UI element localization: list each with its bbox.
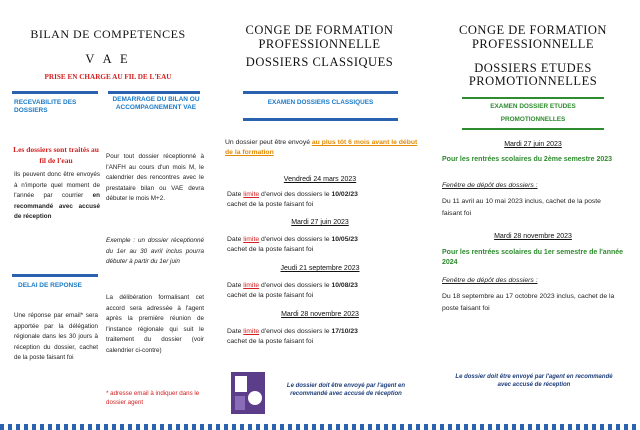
etudes-session-2-text: Du 18 septembre au 17 octobre 2023 inclus, cachet de la poste faisant foi [442, 293, 615, 312]
session-1-text [227, 190, 422, 209]
session-2-pre: Date [227, 236, 242, 243]
etudes-session-2-date: Mardi 28 novembre 2023 [494, 233, 572, 240]
etudes-footer-note: Le dossier doit être envoyé par l'agent en recommandé avec accusé de réception [455, 374, 613, 388]
cfp-title-line1: CONGE DE FORMATION [245, 23, 394, 37]
intro-highlight: au plus tôt 6 mois avant le début de la formation [225, 139, 418, 156]
intro-text-main: Un dossier peut être envoyé [225, 139, 311, 146]
vae-title: V A E [85, 52, 131, 66]
session-2-post: cachet de la poste faisant foi [227, 245, 314, 253]
etudes-session-1-text: Du 11 avril au 10 mai 2023 inclus, cachet de la poste faisant foi [442, 198, 601, 217]
session-1-date: Vendredi 24 mars 2023 [283, 176, 357, 183]
intro-text [225, 138, 420, 157]
session-2-mid: d'envoi des dossiers le [261, 236, 330, 243]
column-bilan-vae [0, 0, 213, 430]
reponse-text: Une réponse par email* sera apportée par la délégation régionale dans les 30 jours à réception du dossier, cachet de la poste faisant foi [14, 312, 98, 362]
session-4-pre: Date [227, 328, 242, 335]
examen-classiques-title: EXAMEN DOSSIERS CLASSIQUES [267, 99, 374, 106]
cfp3-title-line1: CONGE DE FORMATION [459, 23, 607, 37]
bar-examen-classiques-bottom [243, 118, 398, 121]
session-4-deadline: 17/10/23 [331, 328, 358, 335]
session-4-limite: limite [243, 328, 260, 335]
bar-demarrage [108, 91, 200, 94]
bar-examen-etudes-bottom [462, 128, 604, 130]
demarrage-title: DEMARRAGE DU BILAN OU ACCOMPAGNEMENT VAE [112, 96, 200, 111]
cfp-title-line2: PROFESSIONNELLE [258, 37, 381, 51]
etudes-session-1-green: Pour les rentrées scolaires du 2ème semestre 2023 [442, 156, 613, 163]
session-3-limite: limite [243, 282, 260, 289]
etudes-session-1-date: Mardi 27 juin 2023 [504, 141, 562, 148]
session-2-text [227, 235, 422, 254]
pour-tout-text: Pour tout dossier réceptionné à l'ANFH au cours d'un mois M, le calendrier des rencontres avec le prestataire bilan ou VAE devra débuter le mois M+2. [106, 153, 204, 203]
bar-examen-etudes [462, 97, 604, 99]
bottom-decorative-stripe [0, 424, 640, 430]
session-4-post: cachet de la poste faisant foi [227, 337, 314, 345]
session-1-mid: d'envoi des dossiers le [261, 191, 330, 198]
recevabilite-title: RECEVABILITE DES DOSSIERS [14, 99, 77, 114]
session-3-date: Jeudi 21 septembre 2023 [280, 265, 360, 272]
recommande-text: en recommandé avec accusé de réception [14, 192, 100, 221]
session-1-pre: Date [227, 191, 242, 198]
anfh-logo [231, 372, 265, 414]
etudes-title-line2: PROMOTIONNELLES [468, 74, 598, 88]
session-1-limite: limite [243, 191, 260, 198]
etudes-session-2-fenetre: Fenêtre de dépôt des dossiers : [442, 277, 538, 284]
session-2-deadline: 10/05/23 [331, 236, 358, 243]
peuvent-text-main: Ils peuvent donc être envoyés à n'importe quel moment de l'année par courrier [14, 171, 100, 200]
bar-delai [12, 274, 98, 277]
examen-etudes-line1: EXAMEN DOSSIER ETUDES [490, 103, 576, 110]
session-2-date: Mardi 27 juin 2023 [291, 219, 349, 226]
etudes-session-1-fenetre: Fenêtre de dépôt des dossiers : [442, 182, 538, 189]
deliberation-text: La délibération formalisant cet accord sera adressée à l'agent après la première réunion de l'instance régionale qui suit le traitement du dossier (voir calendrier ci-contre) [106, 294, 204, 354]
session-4-date: Mardi 28 novembre 2023 [281, 311, 359, 318]
session-3-pre: Date [227, 282, 242, 289]
adresse-email-note: * adresse email à indiquer dans le dossier agent [106, 390, 200, 406]
delai-title: DELAI DE REPONSE [18, 282, 82, 289]
dossiers-classiques-title: DOSSIERS CLASSIQUES [245, 55, 394, 69]
session-4-text [227, 327, 422, 346]
session-3-post: cachet de la poste faisant foi [227, 291, 314, 299]
session-3-mid: d'envoi des dossiers le [261, 282, 330, 289]
classiques-footer-note: Le dossier doit être envoyé par l'agent en recommandé avec accusé de réception [286, 383, 406, 397]
cfp3-title-line2: PROFESSIONNELLE [471, 37, 595, 51]
session-4-mid: d'envoi des dossiers le [261, 328, 330, 335]
peuvent-text [14, 170, 100, 223]
prise-en-charge-title: PRISE EN CHARGE AU FIL DE L'EAU [44, 73, 172, 81]
session-1-post: cachet de la poste faisant foi [227, 200, 314, 208]
etudes-title-line1: DOSSIERS ETUDES [474, 61, 592, 75]
session-3-deadline: 10/08/23 [331, 282, 358, 289]
bar-recevabilite [12, 91, 98, 94]
examen-etudes-line2: PROMOTIONNELLES [500, 116, 566, 123]
bilan-title: BILAN DE COMPETENCES [30, 27, 186, 41]
exemple-text: Exemple : un dossier réceptionné du 1er au 30 avril inclus pourra débuter à partir du 1er juin [106, 237, 204, 266]
bar-examen-classiques [243, 91, 398, 94]
column-etudes-promotionnelles [426, 0, 640, 430]
session-2-limite: limite [243, 236, 260, 243]
column-dossiers-classiques [213, 0, 426, 430]
session-1-deadline: 10/02/23 [331, 191, 358, 198]
etudes-session-2-green: Pour les rentrées scolaires du 1er semestre de l'année 2024 [442, 249, 624, 266]
dossiers-fil-eau: Les dossiers sont traités au fil de l'eau [13, 145, 99, 165]
session-3-text [227, 281, 422, 300]
